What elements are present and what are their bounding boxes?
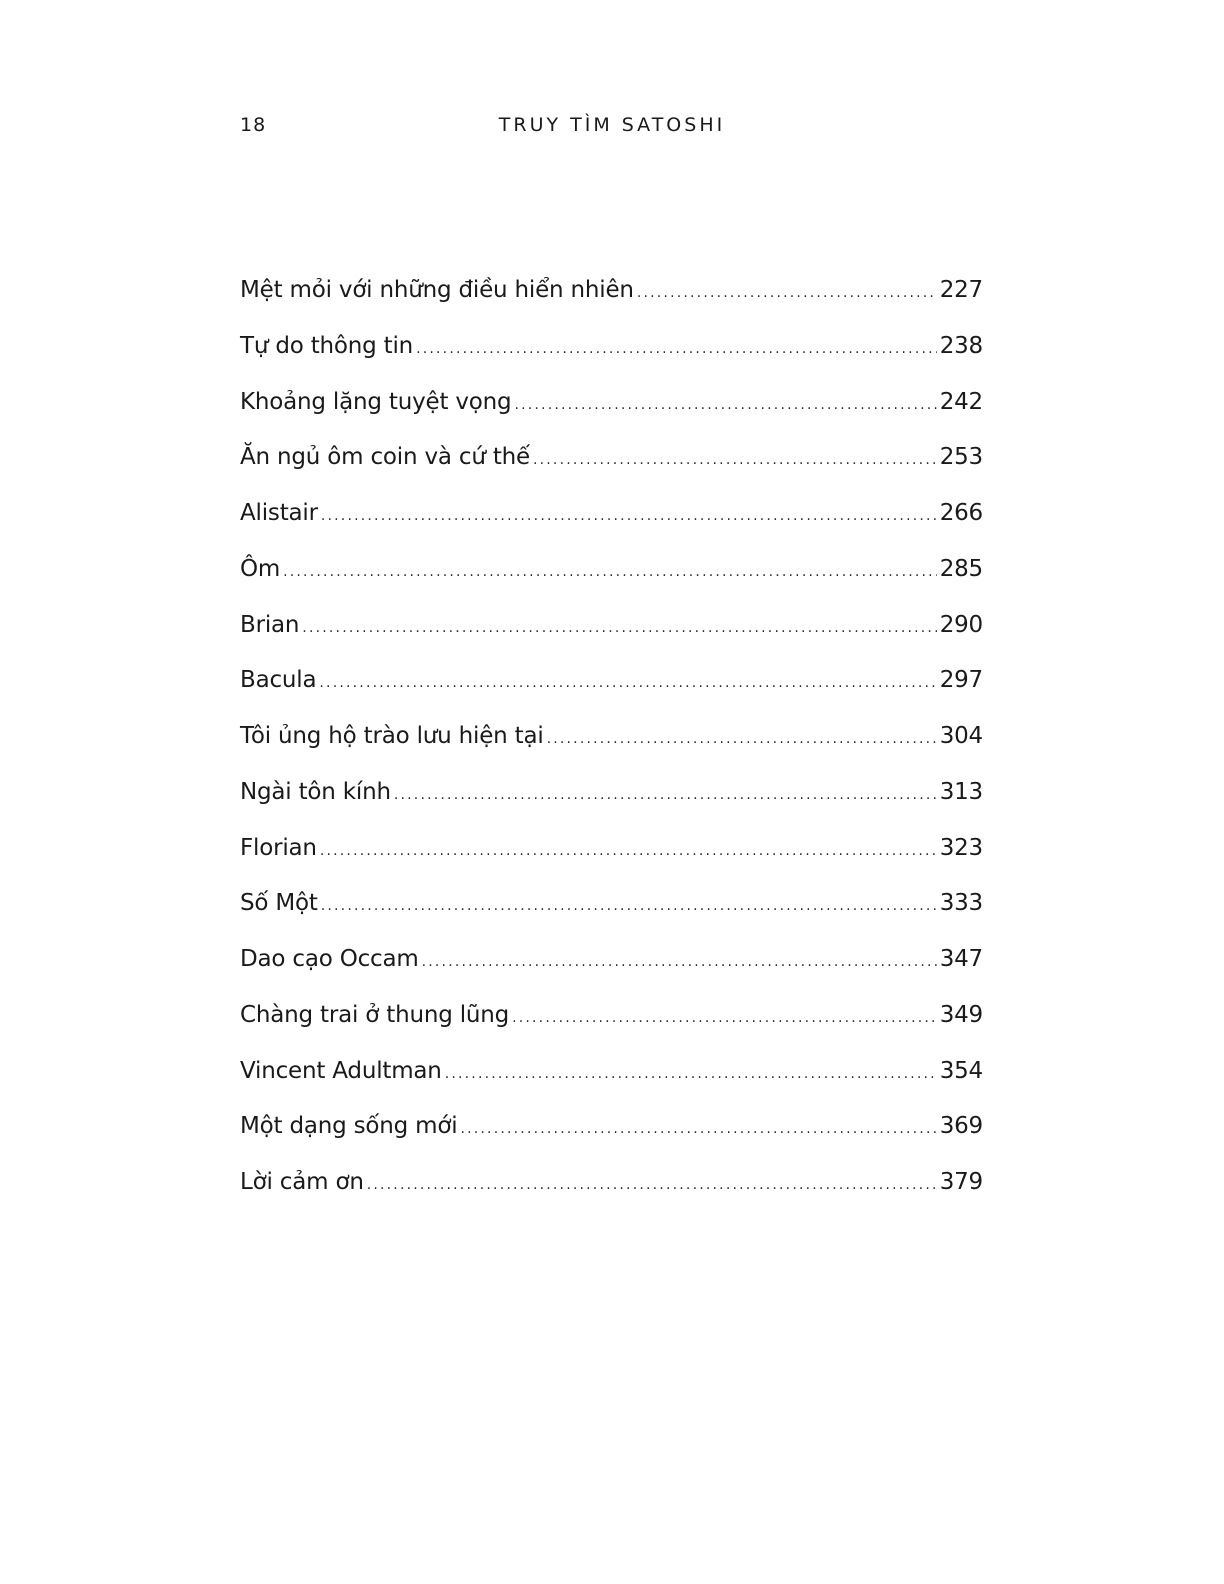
dot-leader [422, 940, 937, 984]
toc-entry-title: Ôm [240, 555, 281, 582]
toc-entry[interactable] [240, 1160, 983, 1216]
toc-entry-page-number: 285 [939, 555, 983, 582]
toc-entry-page-number: 266 [939, 500, 983, 526]
toc-entry[interactable] [240, 1049, 983, 1105]
dot-leader [321, 884, 937, 928]
toc-entry-title: Lời cảm ơn [240, 1169, 364, 1195]
toc-entry-title: Vincent Adultman [240, 1057, 442, 1084]
toc-entry-page-number: 297 [939, 667, 983, 694]
toc-entry-page-number: 379 [939, 1169, 983, 1195]
toc-entry-page-number: 242 [939, 388, 983, 415]
toc-entry-page-number: 290 [939, 611, 983, 638]
toc-entry-title: Ăn ngủ ôm coin và cứ thế [240, 444, 530, 471]
dot-leader [416, 327, 937, 371]
toc-entry-page-number: 354 [939, 1057, 983, 1084]
toc-entry-page-number: 369 [939, 1113, 983, 1140]
toc-entry-title: Một dạng sống mới [240, 1113, 458, 1140]
toc-entry-title: Dao cạo Occam [240, 946, 419, 972]
toc-entry[interactable] [240, 268, 983, 324]
toc-entry-title: Ngài tôn kính [240, 778, 391, 805]
toc-entry[interactable] [240, 491, 983, 547]
dot-leader [302, 606, 936, 650]
page-number: 18 [240, 114, 267, 136]
toc-entry-title: Số Một [240, 890, 318, 917]
toc-entry-title: Khoảng lặng tuyệt vọng [240, 388, 512, 415]
toc-entry[interactable] [240, 435, 983, 491]
toc-entry-page-number: 304 [939, 723, 983, 749]
toc-entry-title: Tự do thông tin [240, 332, 414, 359]
toc-entry[interactable] [240, 993, 983, 1049]
toc-entry[interactable] [240, 826, 983, 882]
dot-leader [445, 1052, 937, 1096]
dot-leader [637, 271, 937, 315]
toc-entry[interactable] [240, 770, 983, 826]
page-header [0, 108, 1224, 142]
dot-leader [512, 996, 937, 1040]
toc-entry-title: Florian [240, 834, 317, 861]
toc-entry-title: Tôi ủng hộ trào lưu hiện tại [240, 723, 544, 749]
toc-entry-page-number: 253 [939, 444, 983, 471]
toc-entry[interactable] [240, 324, 983, 380]
toc-entry-title: Mệt mỏi với những điều hiển nhiên [240, 277, 634, 303]
toc-entry[interactable] [240, 658, 983, 714]
toc-entry[interactable] [240, 547, 983, 603]
toc-entry-title: Bacula [240, 667, 317, 694]
dot-leader [514, 383, 936, 427]
dot-leader [460, 1107, 936, 1151]
dot-leader [394, 773, 937, 817]
toc-entry-title: Brian [240, 611, 300, 638]
running-title: TRUY TÌM SATOSHI [498, 114, 726, 136]
dot-leader [367, 1163, 937, 1207]
dot-leader [320, 829, 937, 873]
toc-entry[interactable] [240, 881, 983, 937]
table-of-contents [240, 268, 983, 1216]
toc-entry-page-number: 238 [939, 332, 983, 359]
toc-entry[interactable] [240, 937, 983, 993]
toc-entry[interactable] [240, 1104, 983, 1160]
toc-entry[interactable] [240, 603, 983, 659]
dot-leader [533, 438, 937, 482]
dot-leader [283, 550, 937, 594]
toc-entry-page-number: 333 [939, 890, 983, 917]
dot-leader [321, 494, 937, 538]
toc-entry-page-number: 347 [939, 946, 983, 972]
dot-leader [547, 717, 937, 761]
toc-entry-page-number: 323 [939, 834, 983, 861]
toc-entry-page-number: 313 [939, 778, 983, 805]
toc-entry[interactable] [240, 380, 983, 436]
dot-leader [319, 661, 936, 705]
toc-entry-title: Alistair [240, 500, 318, 526]
toc-entry-page-number: 227 [939, 277, 983, 303]
toc-entry[interactable] [240, 714, 983, 770]
toc-entry-page-number: 349 [939, 1001, 983, 1028]
toc-entry-title: Chàng trai ở thung lũng [240, 1001, 510, 1028]
